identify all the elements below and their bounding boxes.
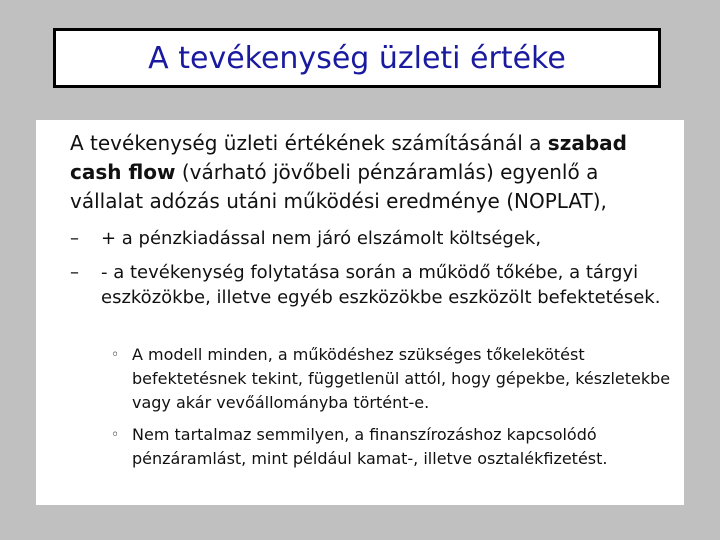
dash-item-1 (70, 226, 670, 251)
dash-item-2 (70, 260, 670, 310)
sub-item-text: Nem tartalmaz semmilyen, a finanszírozáshoz kapcsolódó pénzáramlást, mint például kamat-, illetve osztalékfizetést. (132, 425, 608, 468)
content-panel (36, 120, 684, 505)
sub-item-1 (111, 343, 671, 415)
dash-marker-icon: – (70, 228, 79, 249)
circle-bullet-icon: ◦ (111, 347, 120, 363)
sub-item-2 (111, 423, 671, 471)
dash-marker-icon: – (70, 262, 79, 283)
title-box (53, 28, 661, 88)
lead-paragraph (70, 129, 670, 216)
slide-title: A tevékenység üzleti értéke (148, 40, 566, 76)
circle-bullet-icon: ◦ (111, 427, 120, 443)
dash-item-text: + a pénzkiadással nem járó elszámolt költségek, (101, 228, 542, 249)
lead-text-pre: A tevékenység üzleti értékének számításánál a (70, 131, 548, 155)
sub-item-text: A modell minden, a működéshez szükséges tőkelekötést befektetésnek tekint, függetlenül attól, hogy gépekbe, készletekbe vagy akár vevőállományba történt-e. (132, 345, 671, 412)
lead-text-post: (várható jövőbeli pénzáramlás) egyenlő a vállalat adózás utáni működési eredménye (NOPLAT), (70, 160, 607, 213)
dash-item-text: - a tevékenység folytatása során a működő tőkébe, a tárgyi eszközökbe, illetve egyéb eszközökbe eszközölt befektetések. (101, 262, 661, 308)
lead-text-bold: szabad cash flow (70, 131, 627, 184)
